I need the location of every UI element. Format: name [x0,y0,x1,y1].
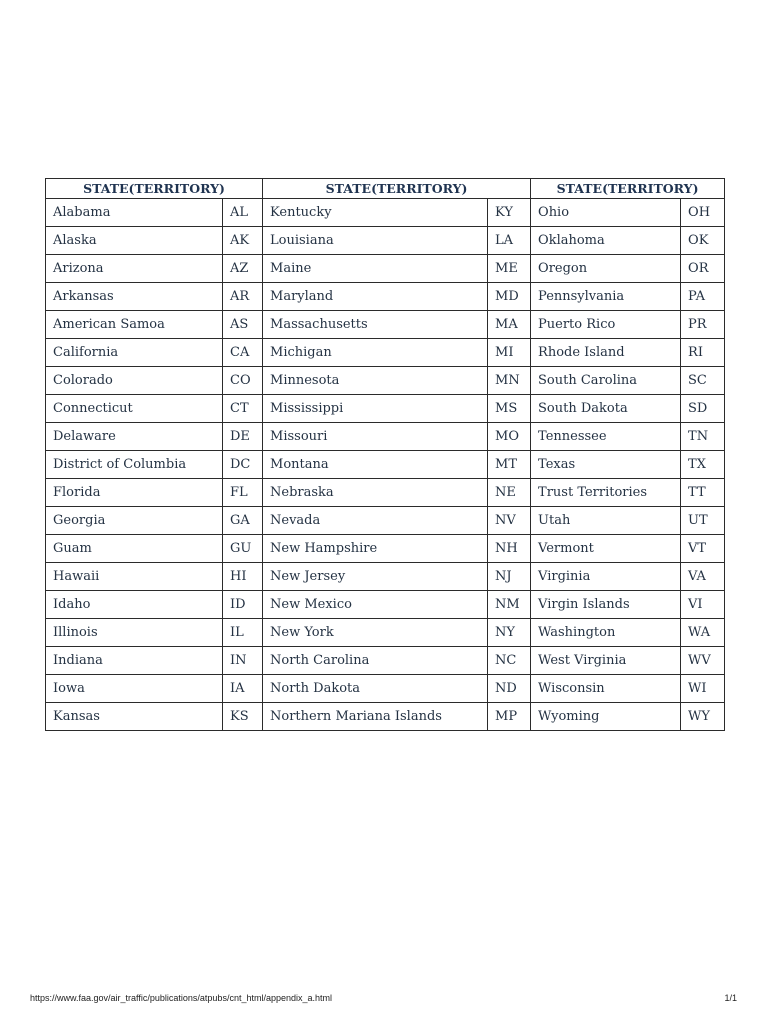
state-abbreviation-cell: WV [681,647,725,675]
table-row [46,367,725,395]
state-name-cell: California [46,339,223,367]
state-abbreviation-cell: CA [223,339,263,367]
state-name-cell: North Dakota [263,675,488,703]
table-row [46,619,725,647]
column-header: STATE(TERRITORY) [46,179,263,199]
table-row [46,647,725,675]
state-abbreviation-cell: NJ [488,563,531,591]
state-abbreviation-cell: TN [681,423,725,451]
state-abbreviation-cell: MD [488,283,531,311]
state-name-cell: District of Columbia [46,451,223,479]
table-row [46,283,725,311]
state-name-cell: Pennsylvania [531,283,681,311]
state-abbreviation-cell: OH [681,199,725,227]
state-name-cell: Wyoming [531,703,681,731]
state-abbreviation-cell: GA [223,507,263,535]
table-row [46,255,725,283]
table-row [46,535,725,563]
state-name-cell: Wisconsin [531,675,681,703]
state-name-cell: Puerto Rico [531,311,681,339]
state-abbreviation-cell: DC [223,451,263,479]
state-name-cell: New Hampshire [263,535,488,563]
state-name-cell: Texas [531,451,681,479]
state-abbreviation-cell: FL [223,479,263,507]
state-name-cell: Washington [531,619,681,647]
table-row [46,563,725,591]
state-abbreviation-cell: NV [488,507,531,535]
state-abbreviation-cell: KY [488,199,531,227]
state-name-cell: Arkansas [46,283,223,311]
state-abbreviation-cell: AR [223,283,263,311]
state-name-cell: Nevada [263,507,488,535]
state-abbreviation-cell: NC [488,647,531,675]
state-abbreviation-cell: LA [488,227,531,255]
state-name-cell: Indiana [46,647,223,675]
state-name-cell: Kansas [46,703,223,731]
state-abbreviation-cell: MS [488,395,531,423]
state-name-cell: Virginia [531,563,681,591]
state-abbreviation-cell: KS [223,703,263,731]
state-abbreviation-cell: CT [223,395,263,423]
state-name-cell: Michigan [263,339,488,367]
state-name-cell: Tennessee [531,423,681,451]
state-name-cell: Missouri [263,423,488,451]
state-abbreviation-cell: AS [223,311,263,339]
state-name-cell: Alaska [46,227,223,255]
state-name-cell: Trust Territories [531,479,681,507]
state-abbreviation-cell: MI [488,339,531,367]
state-abbreviation-cell: CO [223,367,263,395]
state-name-cell: Oregon [531,255,681,283]
table-row [46,199,725,227]
state-name-cell: Guam [46,535,223,563]
table-row [46,395,725,423]
state-name-cell: Connecticut [46,395,223,423]
state-abbreviation-cell: UT [681,507,725,535]
state-abbreviation-cell: IL [223,619,263,647]
state-name-cell: Maine [263,255,488,283]
state-abbreviation-cell: IN [223,647,263,675]
state-abbreviation-cell: PA [681,283,725,311]
state-name-cell: Illinois [46,619,223,647]
states-table [45,178,725,731]
footer-page-number: 1/1 [724,993,737,1003]
state-name-cell: Iowa [46,675,223,703]
state-abbreviation-cell: SC [681,367,725,395]
state-name-cell: Utah [531,507,681,535]
state-name-cell: Rhode Island [531,339,681,367]
state-abbreviation-cell: NY [488,619,531,647]
column-header: STATE(TERRITORY) [263,179,531,199]
state-name-cell: Virgin Islands [531,591,681,619]
state-abbreviation-cell: GU [223,535,263,563]
footer-url: https://www.faa.gov/air_traffic/publications/atpubs/cnt_html/appendix_a.html [30,993,333,1003]
table-row [46,227,725,255]
state-abbreviation-cell: NH [488,535,531,563]
table-body [46,199,725,731]
state-abbreviation-cell: ID [223,591,263,619]
state-name-cell: South Dakota [531,395,681,423]
state-name-cell: Vermont [531,535,681,563]
table-row [46,339,725,367]
state-name-cell: South Carolina [531,367,681,395]
state-name-cell: Mississippi [263,395,488,423]
state-abbreviation-cell: AL [223,199,263,227]
state-name-cell: Louisiana [263,227,488,255]
table-row [46,675,725,703]
state-name-cell: Idaho [46,591,223,619]
state-name-cell: Minnesota [263,367,488,395]
state-name-cell: Kentucky [263,199,488,227]
table-row [46,479,725,507]
state-abbreviation-cell: VI [681,591,725,619]
state-abbreviation-cell: TT [681,479,725,507]
state-name-cell: New Jersey [263,563,488,591]
state-abbreviation-cell: VT [681,535,725,563]
state-name-cell: New Mexico [263,591,488,619]
table-row [46,311,725,339]
state-abbreviation-cell: AK [223,227,263,255]
header-row [46,179,725,199]
state-abbreviation-cell: AZ [223,255,263,283]
state-name-cell: Northern Mariana Islands [263,703,488,731]
state-name-cell: Colorado [46,367,223,395]
table-row [46,703,725,731]
state-abbreviation-cell: WA [681,619,725,647]
column-header: STATE(TERRITORY) [531,179,725,199]
state-name-cell: Hawaii [46,563,223,591]
state-name-cell: Arizona [46,255,223,283]
state-abbreviation-cell: MT [488,451,531,479]
state-abbreviation-cell: ND [488,675,531,703]
state-name-cell: Delaware [46,423,223,451]
state-abbreviation-cell: OR [681,255,725,283]
state-abbreviation-cell: NE [488,479,531,507]
state-name-cell: Florida [46,479,223,507]
state-abbreviation-cell: RI [681,339,725,367]
state-name-cell: Oklahoma [531,227,681,255]
state-name-cell: American Samoa [46,311,223,339]
state-abbreviation-cell: IA [223,675,263,703]
state-abbreviation-cell: NM [488,591,531,619]
table-row [46,423,725,451]
state-name-cell: Massachusetts [263,311,488,339]
state-abbreviation-cell: MO [488,423,531,451]
state-name-cell: West Virginia [531,647,681,675]
state-abbreviation-cell: SD [681,395,725,423]
state-name-cell: Nebraska [263,479,488,507]
state-abbreviation-cell: VA [681,563,725,591]
state-name-cell: Alabama [46,199,223,227]
table-row [46,591,725,619]
state-abbreviation-cell: MN [488,367,531,395]
state-abbreviation-cell: OK [681,227,725,255]
state-abbreviation-cell: TX [681,451,725,479]
state-abbreviation-cell: DE [223,423,263,451]
state-abbreviation-cell: MA [488,311,531,339]
state-name-cell: New York [263,619,488,647]
table-row [46,451,725,479]
state-name-cell: Georgia [46,507,223,535]
state-abbreviation-cell: MP [488,703,531,731]
state-abbreviation-cell: WY [681,703,725,731]
state-name-cell: Montana [263,451,488,479]
state-name-cell: North Carolina [263,647,488,675]
state-abbreviation-cell: WI [681,675,725,703]
state-name-cell: Ohio [531,199,681,227]
state-abbreviation-cell: ME [488,255,531,283]
state-abbreviation-cell: HI [223,563,263,591]
table-row [46,507,725,535]
state-abbreviation-cell: PR [681,311,725,339]
state-name-cell: Maryland [263,283,488,311]
